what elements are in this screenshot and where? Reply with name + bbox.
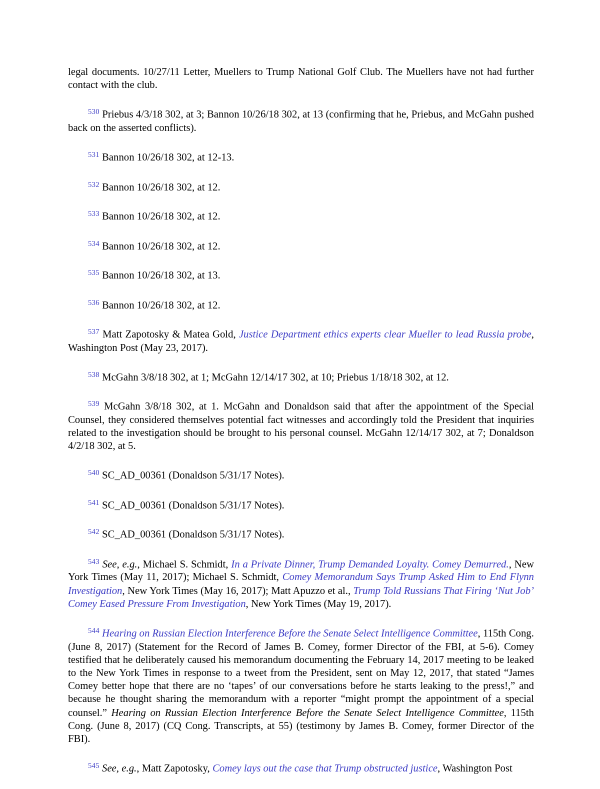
footnote-number-link[interactable]: 535 [88, 268, 100, 278]
footnote-link[interactable]: Comey lays out the case that Trump obstructed justice [212, 763, 438, 775]
footnote-text: Bannon 10/26/18 302, at 12-13. [102, 152, 235, 164]
footnote-text: SC_AD_00361 (Donaldson 5/31/17 Notes). [102, 500, 285, 512]
footnote [68, 266, 534, 283]
continued-paragraph-text: legal documents. 10/27/11 Letter, Muellers to Trump National Golf Club. The Muellers have not had further contact with the club. [68, 67, 534, 92]
footnote-text: McGahn 3/8/18 302, at 1; McGahn 12/14/17 302, at 10; Priebus 1/18/18 302, at 12. [102, 372, 449, 384]
footnote-text: , 115th Cong. (June 8, 2017) (Statement for the Record of James B. Comey, former Director of the FBI, at 5-6). Comey testified that he deliberately caused his memorandum documenting the February 14, 2017 meeting to be leaked to the New York Times in response to a tweet from the President, sent on May 12, 2017, that stated “James Comey better hope that there are no ‘tapes’ of our conversations before he starts leaking to the press!,” and because he thought sharing the memorandum with a reporter “might prompt the appointment of a special counsel.” [68, 628, 534, 719]
footnote-number-link[interactable]: 534 [88, 238, 100, 248]
footnote-number-link[interactable]: 543 [88, 556, 100, 566]
footnote-text: Bannon 10/26/18 302, at 12. [102, 211, 221, 223]
footnote-text: , New York Times (May 19, 2017). [245, 598, 392, 610]
footnote-number-link[interactable]: 538 [88, 369, 100, 379]
footnote-text: SC_AD_00361 (Donaldson 5/31/17 Notes). [102, 529, 285, 541]
footnote [68, 555, 534, 611]
footnote-link[interactable]: Comey Memorandum Says Trump Asked Him to End Flynn Investigation [68, 572, 534, 597]
footnote-text: , Washington Post (May 23, 2017). [68, 329, 534, 354]
footnote [68, 466, 534, 483]
footnote-number-link[interactable]: 532 [88, 179, 100, 189]
footnote-link[interactable]: In a Private Dinner, Trump Demanded Loyalty. Comey Demurred. [231, 559, 509, 571]
footnote [68, 237, 534, 254]
footnote-link[interactable]: Trump Told Russians That Firing ‘Nut Job’ Comey Eased Pressure From Investigation [68, 585, 534, 610]
footnote [68, 368, 534, 385]
footnote-number-link[interactable]: 541 [88, 497, 100, 507]
footnote-text: Matt Zapotosky & Matea Gold, [102, 329, 239, 341]
footnote-number-link[interactable]: 540 [88, 468, 100, 478]
footnote [68, 325, 534, 355]
footnote-italic-text: Hearing on Russian Election Interference Before the Senate Select Intelligence Committee [111, 707, 504, 719]
footnote-text: , Washington Post [437, 763, 513, 775]
footnote-text: Priebus 4/3/18 302, at 3; Bannon 10/26/18 302, at 13 (confirming that he, Priebus, and McGahn pushed back on the asserted conflicts). [68, 109, 534, 134]
footnote [68, 624, 534, 746]
footnote-number-link[interactable]: 544 [88, 626, 100, 636]
footnote-italic-text: See, e.g. [102, 763, 137, 775]
footnote [68, 525, 534, 542]
footnote-number-link[interactable]: 537 [88, 327, 100, 337]
footnote [68, 397, 534, 453]
footnote-link[interactable]: Hearing on Russian Election Interference Before the Senate Select Intelligence Committee [102, 628, 478, 640]
footnote-text: , New York Times (May 16, 2017); Matt Apuzzo et al., [122, 585, 354, 597]
footnote-number-link[interactable]: 530 [88, 107, 100, 117]
footnote-text: , New York Times (May 11, 2017); Michael S. Schmidt, [68, 559, 534, 584]
footnote [68, 759, 534, 776]
footnote [68, 148, 534, 165]
footnote-number-link[interactable]: 531 [88, 150, 100, 160]
footnote-text: , 115th Cong. (June 8, 2017) (CQ Cong. Transcripts, at 55) (testimony by James B. Comey, former Director of the FBI). [68, 707, 534, 745]
footnote-number-link[interactable]: 539 [88, 399, 100, 409]
footnote-number-link[interactable]: 536 [88, 297, 100, 307]
footnote-number-link[interactable]: 533 [88, 209, 100, 219]
footnote-italic-text: See, e.g. [102, 559, 138, 571]
footnote-text: Bannon 10/26/18 302, at 12. [102, 240, 221, 252]
footnote [68, 207, 534, 224]
page-content [68, 66, 534, 789]
footnote [68, 178, 534, 195]
footnote-text: , Michael S. Schmidt, [137, 559, 232, 571]
footnote-number-link[interactable]: 545 [88, 761, 100, 771]
footnote-text: SC_AD_00361 (Donaldson 5/31/17 Notes). [102, 470, 285, 482]
footnote [68, 296, 534, 313]
footnote-link[interactable]: Justice Department ethics experts clear Mueller to lead Russia probe [238, 329, 532, 341]
footnote [68, 105, 534, 135]
continued-paragraph [68, 66, 534, 92]
footnote [68, 496, 534, 513]
footnote-text: McGahn 3/8/18 302, at 1. McGahn and Donaldson said that after the appointment of the Special Counsel, they considered themselves potential fact witnesses and accordingly told the President that inquiries related to the investigation should be brought to his personal counsel. McGahn 12/14/17 302, at 7; Donaldson 4/2/18 302, at 5. [68, 401, 534, 453]
footnote-text: , Matt Zapotosky, [136, 763, 213, 775]
footnote-list [68, 105, 534, 775]
footnote-number-link[interactable]: 542 [88, 527, 100, 537]
footnote-text: Bannon 10/26/18 302, at 12. [102, 299, 221, 311]
footnote-text: Bannon 10/26/18 302, at 12. [102, 181, 221, 193]
footnote-text: Bannon 10/26/18 302, at 13. [102, 270, 221, 282]
